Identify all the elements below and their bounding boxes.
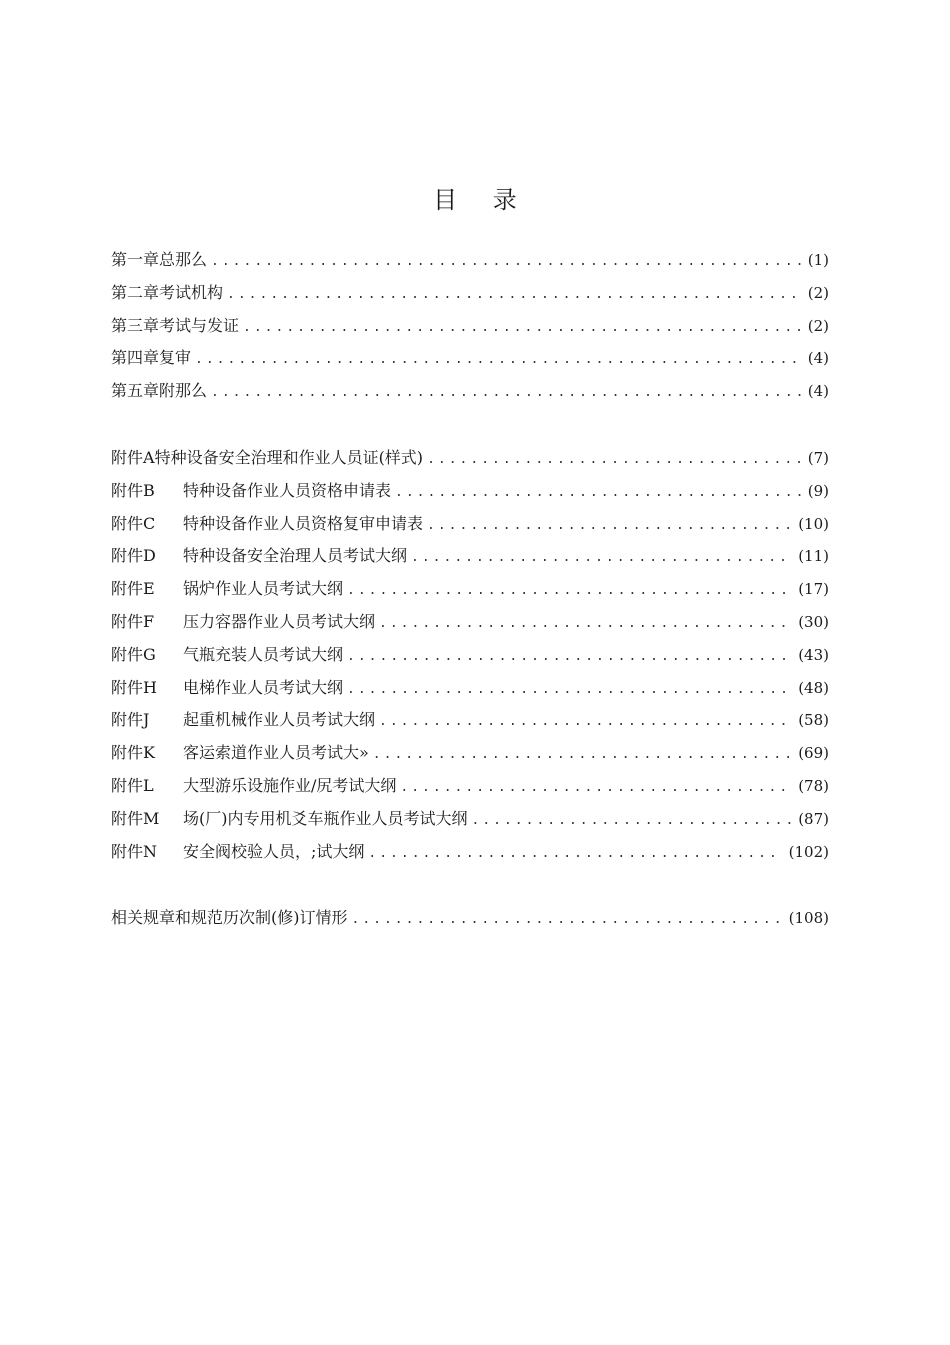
toc-entry-appendix-k[interactable] [111, 740, 829, 773]
page-title: 目 录 [433, 186, 531, 214]
entry-label: 特种设备作业人员资格申请表 [183, 480, 392, 500]
dot-leader [411, 550, 792, 565]
dot-leader [211, 254, 802, 269]
toc-entry-appendix-c[interactable] [111, 511, 829, 544]
chapter-group [111, 247, 829, 411]
entry-label: 安全阀校验人员，;试大纲 [183, 841, 365, 861]
toc-entry-chapter-1[interactable] [111, 247, 829, 280]
footer-group [111, 905, 829, 938]
entry-page: (2) [807, 316, 829, 335]
entry-label: 第三章考试与发证 [111, 315, 240, 335]
entry-page: (11) [798, 547, 829, 566]
entry-label: 客运索道作业人员考试大» [183, 743, 369, 763]
appendix-prefix: 附件A [111, 447, 155, 467]
dot-leader [243, 320, 802, 335]
appendix-prefix: 附件D [111, 546, 156, 566]
dot-leader [400, 780, 792, 795]
toc-entry-appendix-a[interactable] [111, 445, 829, 478]
entry-page: (10) [798, 514, 829, 533]
dot-leader [373, 747, 792, 762]
toc-entry-appendix-l[interactable] [111, 773, 829, 806]
entry-label: 第四章复审 [111, 348, 192, 368]
appendix-prefix: 附件C [111, 513, 156, 533]
entry-page: (108) [788, 909, 829, 928]
dot-leader [427, 518, 792, 533]
entry-label: 特种设备安全治理和作业人员证(样式) [154, 447, 424, 467]
dot-leader [427, 452, 802, 467]
entry-label: 第二章考试机构 [111, 282, 224, 302]
toc-entry-appendix-f[interactable] [111, 609, 829, 642]
entry-label: 电梯作业人员考试大纲 [183, 677, 344, 697]
dot-leader [347, 682, 792, 697]
toc-entry-chapter-5[interactable] [111, 378, 829, 411]
entry-label: 第一章总那么 [111, 250, 208, 269]
entry-label: 特种设备安全治理人员考试大纲 [183, 546, 408, 566]
table-of-contents [111, 247, 829, 972]
dot-leader [347, 649, 792, 664]
entry-label: 锅炉作业人员考试大纲 [183, 579, 344, 599]
dot-leader [395, 485, 802, 500]
dot-leader [211, 385, 802, 400]
entry-page: (48) [798, 678, 829, 697]
toc-entry-appendix-d[interactable] [111, 543, 829, 576]
appendix-prefix: 附件B [111, 480, 155, 500]
entry-label: 气瓶充装人员考试大纲 [183, 644, 344, 664]
toc-entry-appendix-h[interactable] [111, 675, 829, 708]
entry-page: (2) [807, 283, 829, 302]
toc-entry-chapter-3[interactable] [111, 313, 829, 346]
entry-page: (87) [798, 809, 829, 828]
entry-page: (30) [798, 612, 829, 631]
entry-page: (78) [798, 776, 829, 795]
entry-page: (4) [807, 382, 829, 401]
entry-label: 起重机械作业人员考试大纲 [183, 710, 376, 730]
appendix-prefix: 附件K [111, 743, 155, 763]
dot-leader [379, 616, 792, 631]
appendix-prefix: 附件E [111, 579, 155, 599]
entry-label: 场(厂)内专用机爻车瓶作业人员考试大纲 [183, 808, 468, 828]
dot-leader [347, 583, 792, 598]
toc-entry-revision-history[interactable] [111, 905, 829, 938]
entry-label: 大型游乐设施作业/尻考试大纲 [183, 775, 397, 795]
dot-leader [379, 714, 792, 729]
dot-leader [227, 287, 802, 302]
appendix-prefix: 附件M [111, 808, 160, 828]
appendix-prefix: 附件L [111, 775, 154, 795]
dot-leader [352, 912, 783, 927]
toc-entry-appendix-n[interactable] [111, 839, 829, 872]
entry-page: (9) [807, 481, 829, 500]
entry-page: (7) [807, 448, 829, 467]
entry-page: (17) [798, 580, 829, 599]
toc-entry-appendix-b[interactable] [111, 478, 829, 511]
toc-entry-appendix-j[interactable] [111, 707, 829, 740]
appendix-prefix: 附件N [111, 841, 158, 861]
toc-entry-appendix-g[interactable] [111, 642, 829, 675]
toc-entry-appendix-e[interactable] [111, 576, 829, 609]
entry-page: (43) [798, 645, 829, 664]
entry-label: 压力容器作业人员考试大纲 [183, 611, 376, 631]
entry-label: 相关规章和规范历次制(修)订情形 [111, 908, 348, 928]
dot-leader [368, 846, 782, 861]
toc-entry-chapter-2[interactable] [111, 280, 829, 313]
entry-page: (58) [798, 711, 829, 730]
toc-entry-appendix-m[interactable] [111, 806, 829, 839]
entry-page: (1) [807, 251, 829, 269]
appendix-prefix: 附件G [111, 644, 156, 664]
appendix-prefix: 附件F [111, 611, 155, 631]
entry-label: 第五章附那么 [111, 381, 208, 401]
appendix-group [111, 445, 829, 871]
entry-page: (69) [798, 744, 829, 763]
toc-entry-chapter-4[interactable] [111, 345, 829, 378]
entry-label: 特种设备作业人员资格复审申请表 [183, 513, 424, 533]
dot-leader [195, 352, 802, 367]
appendix-prefix: 附件J [111, 710, 150, 730]
entry-page: (4) [807, 349, 829, 368]
entry-page: (102) [788, 842, 829, 861]
appendix-prefix: 附件H [111, 677, 157, 697]
dot-leader [472, 813, 793, 828]
